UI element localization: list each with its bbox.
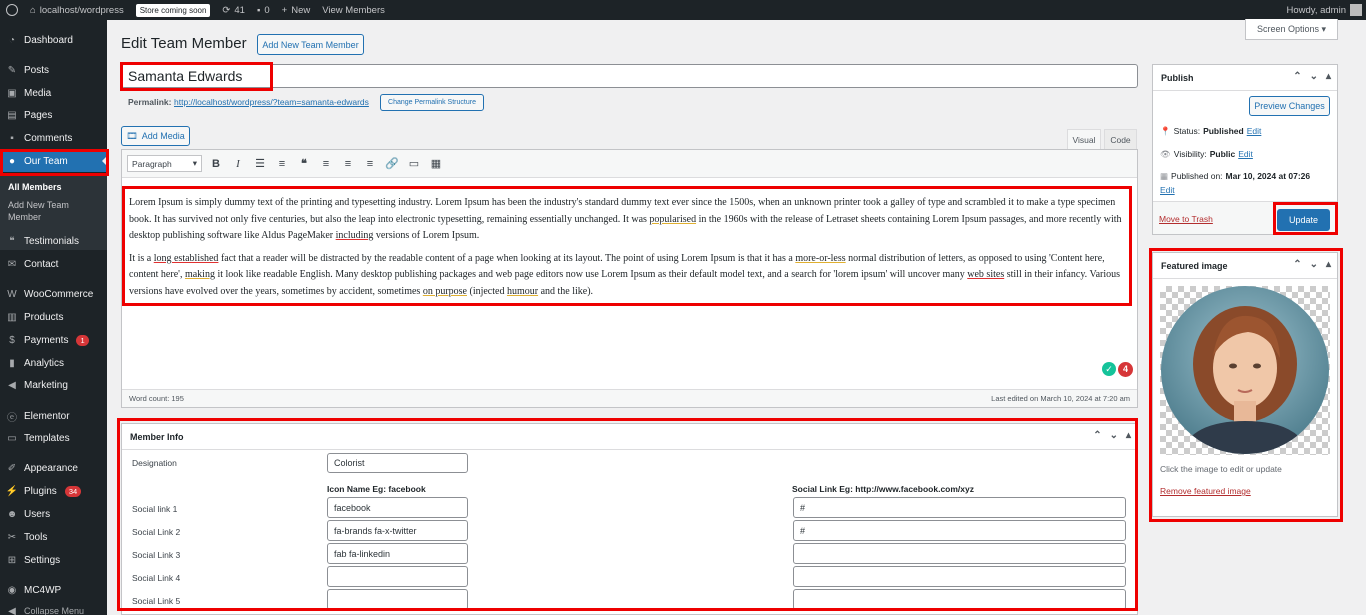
social-icon-input[interactable]: fa-brands fa-x-twitter: [327, 520, 468, 541]
move-down-icon[interactable]: ⌄: [1309, 259, 1318, 270]
sidebar-item-media[interactable]: [0, 82, 107, 104]
sidebar-item-label: Settings: [24, 554, 61, 566]
word-count: Word count: 195: [129, 394, 184, 403]
screen-options-button[interactable]: Screen Options ▾: [1245, 19, 1338, 40]
sidebar-item-label: Our Team: [24, 155, 68, 167]
grammar-widget[interactable]: [1102, 360, 1135, 378]
dollar-icon: $: [9, 334, 15, 346]
editor-container: [121, 149, 1138, 408]
sidebar-item-comments[interactable]: [0, 127, 107, 149]
status-row: 📍 Status: Published Edit: [1160, 126, 1262, 136]
sidebar-item-marketing[interactable]: [0, 374, 107, 396]
quote-icon: ❝: [9, 235, 15, 247]
read-more-icon[interactable]: ▭: [408, 158, 420, 170]
publish-box: [1152, 64, 1338, 235]
view-members-link[interactable]: View Members: [322, 4, 385, 16]
sidebar-item-contact[interactable]: [0, 253, 107, 275]
permalink-label: Permalink:: [128, 97, 172, 107]
content-paragraph-1: Lorem Ipsum is simply dummy text of the printing and typesetting industry. Lorem Ipsum has been the industry's standard dummy text ever since the 1500s, when an unknown printer took a galley of type and scrambled it to make a type specimen book. It has survived not only five centuries, but also the leap into electronic typesetting, remaining essentially unchanged. It was popularised in the 1960s with the release of Letraset sheets containing Lorem Ipsum passages, and more recently with desktop publishing software like Aldus PageMaker including versions of Lorem Ipsum.: [129, 197, 1122, 241]
wordpress-logo-icon[interactable]: [0, 0, 24, 20]
edit-date-link[interactable]: Edit: [1160, 185, 1175, 195]
remove-featured-image-link[interactable]: Remove featured image: [1160, 486, 1251, 496]
sidebar-item-label: Analytics: [24, 357, 65, 369]
sidebar-item-collapse-menu[interactable]: [0, 600, 107, 615]
designation-input[interactable]: Colorist: [327, 453, 468, 473]
numbered-list-icon[interactable]: ≡: [278, 157, 286, 170]
featured-image[interactable]: [1160, 286, 1330, 455]
store-status[interactable]: [130, 0, 217, 20]
toolbar-toggle-icon[interactable]: ▦: [430, 158, 442, 170]
toggle-panel-icon[interactable]: ▴: [1325, 71, 1331, 82]
last-edited: Last edited on March 10, 2024 at 7:20 am: [991, 394, 1130, 403]
avatar: [1350, 4, 1362, 16]
edit-visibility-link[interactable]: Edit: [1238, 149, 1253, 159]
editor-content[interactable]: [129, 195, 1127, 306]
woo-icon: W: [7, 288, 17, 300]
social-link-label: Social Link 4: [132, 573, 181, 583]
toggle-panel-icon[interactable]: ▴: [1125, 430, 1131, 441]
admin-bar: [0, 0, 1366, 20]
italic-icon[interactable]: I: [236, 157, 240, 170]
sidebar-item-tools[interactable]: [0, 526, 107, 548]
eye-icon: 👁: [1160, 149, 1171, 159]
edit-status-link[interactable]: Edit: [1246, 126, 1262, 136]
post-title-input[interactable]: Samanta Edwards: [121, 64, 1138, 88]
permalink-url[interactable]: http://localhost/wordpress/?team=samanta-edwards: [174, 97, 369, 107]
add-media-button[interactable]: 🎞 Add Media: [121, 126, 190, 146]
comments-link[interactable]: ▪ 0: [256, 4, 270, 16]
sidebar-item-posts[interactable]: [0, 59, 107, 81]
sidebar-item-label: Products: [24, 311, 64, 323]
sidebar-item-label: Testimonials: [24, 235, 80, 247]
current-menu-arrow-icon: [102, 156, 107, 166]
plugin-icon: ⚡: [5, 485, 19, 497]
sidebar-item-payments[interactable]: [0, 329, 107, 351]
sidebar-item-label: Appearance: [24, 462, 78, 474]
new-content-link[interactable]: + New: [281, 4, 311, 16]
team-icon: ●: [8, 155, 16, 167]
grammar-count-badge: 4: [1118, 362, 1133, 377]
social-link-input[interactable]: [793, 566, 1126, 587]
portrait-image: [1160, 286, 1330, 455]
bold-icon[interactable]: B: [212, 157, 220, 170]
user-icon: ☻: [6, 508, 18, 520]
chevron-down-icon: ▾: [192, 158, 197, 168]
media-icon: ▣: [7, 87, 17, 99]
preview-changes-button[interactable]: Preview Changes: [1249, 96, 1330, 116]
brush-icon: ✐: [7, 462, 17, 474]
sidebar-item-label: Payments: [24, 334, 69, 346]
pin-icon: ✎: [7, 64, 17, 76]
featured-image-header[interactable]: Featured image ⌃ ⌄ ▴: [1153, 253, 1337, 279]
megaphone-icon: ◀: [8, 379, 16, 391]
move-up-icon[interactable]: ⌃: [1293, 259, 1302, 270]
sidebar-item-products[interactable]: [0, 306, 107, 328]
comment-icon: ▪: [10, 132, 14, 144]
sidebar-item-label: Collapse Menu: [24, 606, 85, 615]
collapse-icon: ◀: [8, 605, 16, 615]
featured-image-hint: Click the image to edit or update: [1160, 464, 1282, 474]
sidebar-item-label: MC4WP: [24, 584, 62, 596]
pin-icon: 📍: [1160, 126, 1171, 136]
pages-icon: ▤: [7, 109, 17, 121]
move-up-icon[interactable]: ⌃: [1093, 430, 1102, 441]
move-down-icon[interactable]: ⌄: [1109, 430, 1118, 441]
icon-column-header: Icon Name Eg: facebook: [327, 484, 426, 494]
social-link-label: Social Link 3: [132, 550, 181, 560]
home-icon: ⌂: [30, 4, 36, 16]
elementor-icon: ⓔ: [7, 412, 17, 424]
comment-icon: ▪: [256, 4, 261, 16]
sidebar-item-our-team[interactable]: [0, 150, 107, 172]
align-center-icon[interactable]: ≡: [344, 157, 352, 170]
format-select[interactable]: Paragraph ▾: [127, 155, 202, 172]
link-column-header: Social Link Eg: http://www.facebook.com/xyz: [792, 484, 974, 494]
sidebar-item-woocommerce[interactable]: [0, 283, 107, 305]
sidebar-item-pages[interactable]: [0, 104, 107, 126]
update-button[interactable]: Update: [1277, 209, 1330, 231]
settings-icon: ⊞: [7, 554, 17, 566]
social-icon-input[interactable]: [327, 589, 468, 610]
designation-label: Designation: [132, 458, 177, 468]
sidebar-item-label: Contact: [24, 258, 59, 270]
sidebar-item-label: Posts: [24, 64, 50, 76]
submenu-add-new-line1[interactable]: Add New Team: [8, 200, 69, 210]
visibility-row: 👁 Visibility: Public Edit: [1160, 149, 1253, 159]
publish-header[interactable]: Publish ⌃ ⌄ ▴: [1153, 65, 1337, 91]
sidebar-item-label: Dashboard: [24, 34, 73, 46]
calendar-icon: ▦: [1160, 171, 1169, 181]
site-name-link[interactable]: ⌂ localhost/wordpress: [30, 4, 124, 16]
sidebar-item-elementor[interactable]: [0, 405, 107, 427]
social-link-label: Social Link 5: [132, 596, 181, 606]
bullet-list-icon[interactable]: ☰: [255, 158, 265, 170]
sidebar-item-label: Templates: [24, 432, 70, 444]
account-menu[interactable]: Howdy, admin: [1281, 0, 1366, 20]
member-info-header[interactable]: Member Info ⌃ ⌄ ▴: [122, 424, 1137, 450]
sidebar-item-appearance[interactable]: [0, 457, 107, 479]
sidebar-item-label: Comments: [24, 132, 73, 144]
archive-icon: ▥: [7, 311, 17, 323]
align-right-icon[interactable]: ≡: [366, 157, 374, 170]
sidebar-item-label: Plugins: [24, 485, 57, 497]
sidebar-item-plugins[interactable]: [0, 480, 107, 502]
admin-sidebar: [0, 20, 107, 615]
count-badge: 34: [65, 486, 81, 497]
media-icon: 🎞: [126, 130, 138, 141]
sidebar-item-label: WooCommerce: [24, 288, 94, 300]
store-badge: Store coming soon: [136, 4, 211, 17]
move-up-icon[interactable]: ⌃: [1293, 71, 1302, 82]
sidebar-item-analytics[interactable]: [0, 352, 107, 374]
align-left-icon[interactable]: ≡: [322, 157, 330, 170]
social-icon-input[interactable]: fab fa-linkedin: [327, 543, 468, 564]
sidebar-item-dashboard[interactable]: [0, 29, 107, 51]
sidebar-item-mc4wp[interactable]: [0, 579, 107, 601]
submenu-all-members[interactable]: All Members: [8, 182, 62, 192]
published-row: ▦ Published on: Mar 10, 2024 at 07:26: [1160, 171, 1311, 181]
featured-image-box: [1152, 252, 1338, 517]
sidebar-item-label: Tools: [24, 531, 48, 543]
social-link-input[interactable]: #: [793, 497, 1126, 518]
sidebar-item-settings[interactable]: [0, 549, 107, 571]
chart-icon: ▮: [9, 357, 15, 369]
page-title: Edit Team Member: [121, 35, 247, 52]
social-icon-input[interactable]: facebook: [327, 497, 468, 518]
refresh-icon: ⟳: [222, 4, 231, 16]
move-down-icon[interactable]: ⌄: [1309, 71, 1318, 82]
count-badge: 1: [76, 335, 88, 346]
move-to-trash-link[interactable]: Move to Trash: [1159, 214, 1213, 224]
social-icon-input[interactable]: [327, 566, 468, 587]
add-new-member-button[interactable]: Add New Team Member: [257, 34, 364, 55]
sidebar-item-templates[interactable]: [0, 427, 107, 449]
social-link-input[interactable]: #: [793, 520, 1126, 541]
updates-link[interactable]: ⟳ 41: [222, 4, 245, 16]
submenu-add-new-line2[interactable]: Member: [8, 212, 42, 222]
sidebar-item-label: Marketing: [24, 379, 68, 391]
tab-visual[interactable]: Visual: [1067, 129, 1101, 149]
content-paragraph-2: It is a long established fact that a reader will be distracted by the readable content of a page when looking at its layout. The point of using Lorem Ipsum is that it has a more-or-less normal distribution of letters, as opposed to using 'Content here, content here', making it look like readable English. Many desktop publishing packages and web page editors now use Lorem Ipsum as their default model text, and a search for 'lorem ipsum' will uncover many web sites still in their infancy. Various versions have evolved over the years, sometimes by accident, sometimes on purpose (injected humour and the like).: [129, 252, 1121, 297]
mail-icon: ✉: [7, 258, 17, 270]
tab-code[interactable]: Code: [1104, 129, 1137, 149]
wrench-icon: ✂: [7, 531, 17, 543]
sidebar-item-testimonials[interactable]: [0, 230, 107, 252]
social-link-input[interactable]: [793, 543, 1126, 564]
link-icon[interactable]: 🔗: [385, 158, 399, 170]
dashboard-icon: ◔: [8, 34, 16, 46]
change-permalink-button[interactable]: Change Permalink Structure: [380, 94, 484, 111]
blockquote-icon[interactable]: ❝: [301, 158, 307, 170]
sidebar-item-label: Media: [24, 87, 52, 99]
editor-statusbar: [122, 389, 1137, 407]
sidebar-item-label: Elementor: [24, 410, 70, 422]
social-link-input[interactable]: [793, 589, 1126, 610]
social-link-label: Social Link 2: [132, 527, 181, 537]
sidebar-item-users[interactable]: [0, 503, 107, 525]
social-link-label: Social link 1: [132, 504, 178, 514]
folder-icon: ▭: [7, 432, 17, 444]
grammar-check-icon: ✓: [1102, 362, 1116, 376]
sidebar-item-label: Pages: [24, 109, 53, 121]
mc4wp-icon: ◉: [7, 584, 17, 596]
toggle-panel-icon[interactable]: ▴: [1325, 259, 1331, 270]
editor-toolbar: [122, 150, 1137, 178]
sidebar-item-label: Users: [24, 508, 51, 520]
plus-icon: +: [281, 4, 288, 16]
